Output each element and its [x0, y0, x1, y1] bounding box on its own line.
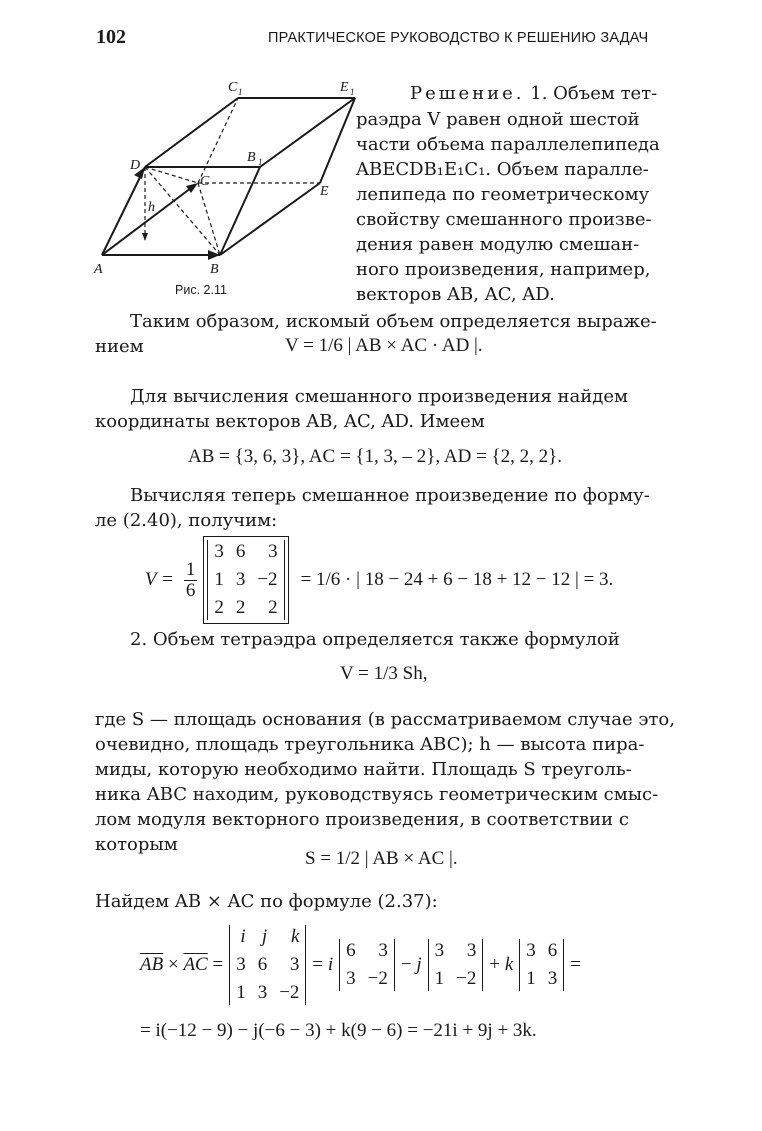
solution-line-7: ного произведения, например,	[356, 259, 651, 280]
det1-cell-2-2: 2	[268, 597, 278, 618]
para2b: координаты векторов AB, AC, AD. Имеем	[95, 411, 485, 432]
para2a: Для вычисления смешанного произведения найдем	[130, 386, 628, 407]
det2-cell-0-2: k	[290, 926, 300, 947]
para5-line-5: которым	[95, 834, 178, 855]
m1-cell-0-0: 6	[346, 940, 356, 961]
m2-cell-0-0: 3	[434, 940, 445, 961]
formula-area: S = 1/2 | AB × AC |.	[305, 848, 458, 869]
svg-text:1: 1	[350, 87, 355, 97]
m3-cell-1-1: 3	[547, 968, 558, 989]
det1-cell-1-1: 3	[235, 569, 246, 590]
det1-cell-0-2: 3	[268, 541, 278, 562]
minor-2	[428, 939, 484, 991]
minor-3	[519, 939, 564, 991]
vector-coordinates: AB = {3, 6, 3}, AC = {1, 3, – 2}, AD = {2, 2, 2}.	[188, 446, 562, 467]
label-A: A	[94, 262, 103, 277]
det2-cell-2-0: 1	[236, 982, 246, 1003]
det2-cell-1-2: 3	[289, 954, 300, 975]
solution-line-4: лепипеда по геометрическому	[356, 184, 650, 205]
page-number: 102	[96, 26, 126, 48]
para1b: нием	[95, 336, 144, 357]
result-expression: = 1/6 · | 18 − 24 + 6 − 18 + 12 − 12 | = 3.	[300, 569, 614, 590]
det2-cell-0-0: i	[240, 926, 246, 947]
solution-heading: Решение.	[410, 83, 525, 104]
parallelepiped-figure	[90, 75, 380, 300]
para5-line-2: миды, которую необходимо найти. Площадь S треуголь-	[95, 759, 632, 780]
determinant-3x3	[207, 540, 284, 620]
det1-cell-2-0: 2	[214, 597, 224, 618]
para3a: Вычисляя теперь смешанное произведение по форму-	[130, 485, 650, 506]
solution-line-6: дения равен модулю смешан-	[356, 234, 640, 255]
cross-product-formula: $\overline{AB} \times \overline{AC}$ = i j k 3 6 3 1 3 −2 = i 6 3 3 −2 − j 3 3 1 −2 + k 3 6 1 3 =	[140, 926, 581, 1003]
label-C: C	[200, 174, 210, 189]
label-B: B	[210, 262, 219, 277]
para4: 2. Объем тетраэдра определяется также формулой	[130, 629, 620, 650]
m3-cell-0-1: 6	[547, 940, 558, 961]
mixed-product-formula: V = $\frac{1}{6}$ 3 6 3 1 3 −2 2 2 2 = 1/6 · | 18 − 24 + 6 − 18 + 12 − 12 | = 3.	[145, 541, 614, 618]
det1-cell-1-2: −2	[257, 569, 278, 590]
m2-cell-0-1: 3	[466, 940, 477, 961]
det1-cell-1-0: 1	[214, 569, 224, 590]
label-C1: C	[228, 80, 238, 95]
det2-cell-1-1: 6	[257, 954, 268, 975]
m3-cell-0-0: 3	[526, 940, 536, 961]
solution-line-8: векторов AB, AC, AD.	[356, 284, 555, 305]
m3-cell-1-0: 1	[526, 968, 536, 989]
det2-cell-0-1: j	[261, 926, 268, 947]
det1-cell-2-1: 2	[235, 597, 246, 618]
para5-line-0: где S — площадь основания (в рассматриваемом случае это,	[95, 709, 675, 730]
m1-cell-1-1: −2	[367, 968, 388, 989]
label-E: E	[320, 184, 329, 199]
label-E1: E	[340, 80, 349, 95]
m2-cell-1-1: −2	[456, 968, 477, 989]
solution-line-1: раэдра V равен одной шестой	[356, 109, 640, 130]
running-title: ПРАКТИЧЕСКОЕ РУКОВОДСТВО К РЕШЕНИЮ ЗАДАЧ	[268, 30, 649, 46]
label-h: h	[148, 200, 155, 215]
para5-line-4: лом модуля векторного произведения, в соответствии с	[95, 809, 629, 830]
svg-text:1: 1	[258, 157, 263, 167]
final-result: = i(−12 − 9) − j(−6 − 3) + k(9 − 6) = −21i + 9j + 3k.	[140, 1020, 537, 1041]
solution-line-3: ABECDB₁E₁C₁. Объем паралле-	[356, 159, 649, 180]
determinant-ijk	[229, 925, 306, 1005]
svg-text:1: 1	[238, 87, 243, 97]
solution-line-2: части объема параллелепипеда	[356, 134, 660, 155]
para5-line-3: ника ABC находим, руководствуясь геометрическим смыс-	[95, 784, 659, 805]
m2-cell-1-0: 1	[434, 968, 445, 989]
det1-cell-0-0: 3	[214, 541, 224, 562]
m1-cell-0-1: 3	[378, 940, 388, 961]
solution-line-0: Решение. 1. Объем тет-	[410, 83, 658, 104]
para3b: ле (2.40), получим:	[95, 510, 278, 531]
det2-cell-1-0: 3	[236, 954, 246, 975]
solution-line-5: свойству смешанного произве-	[356, 209, 652, 230]
label-D: D	[130, 158, 141, 173]
formula-volume-sh: V = 1/3 Sh,	[340, 663, 428, 684]
label-B1: B	[247, 150, 256, 165]
m1-cell-1-0: 3	[346, 968, 356, 989]
para6: Найдем AB × AC по формуле (2.37):	[95, 891, 438, 912]
det1-cell-0-1: 6	[235, 541, 246, 562]
para1: Таким образом, искомый объем определяется выраже-	[130, 311, 657, 332]
minor-1	[339, 939, 395, 991]
det2-cell-2-2: −2	[279, 982, 300, 1003]
formula-volume: V = 1/6 | AB × AC · AD |.	[285, 335, 483, 356]
det2-cell-2-1: 3	[257, 982, 268, 1003]
figure-caption: Рис. 2.11	[175, 283, 227, 297]
para5-line-1: очевидно, площадь треугольника ABC); h — высота пира-	[95, 734, 645, 755]
